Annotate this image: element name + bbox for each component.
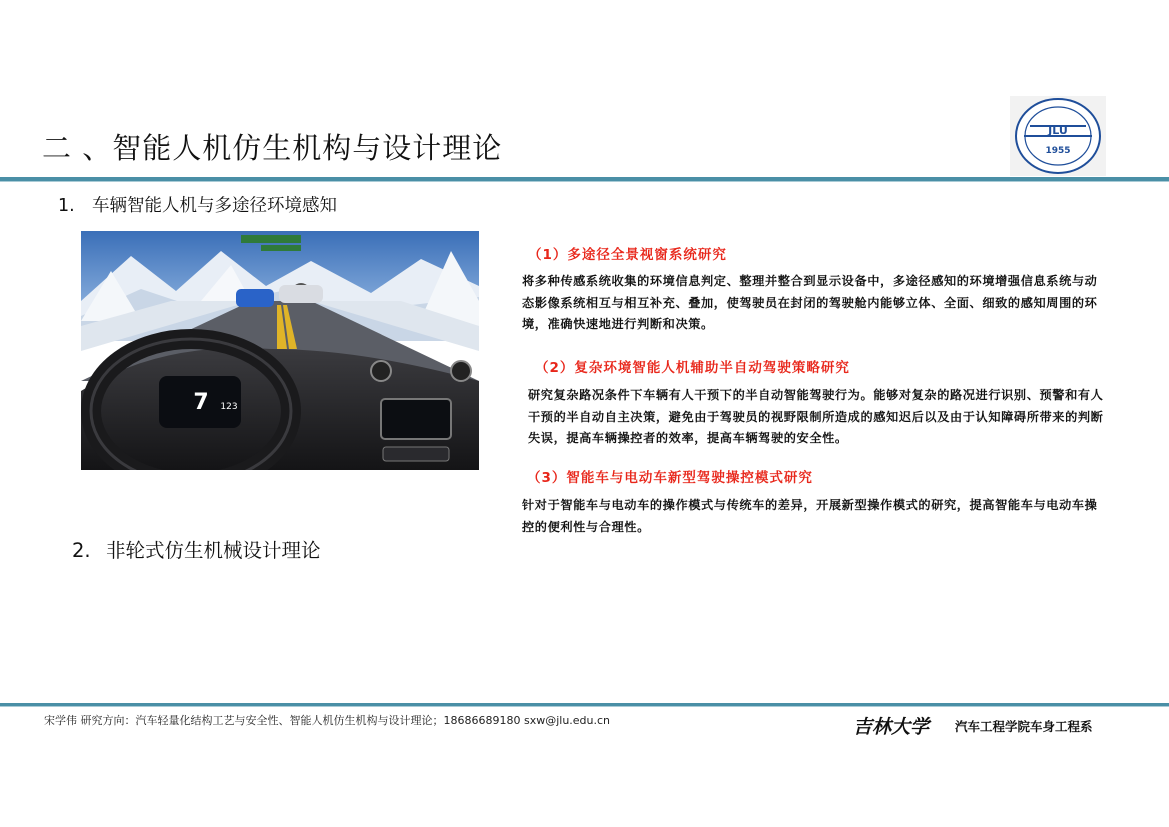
list-item-label: 车辆智能人机与多途径环境感知: [92, 196, 337, 216]
section-1-heading: （1）多途径全景视窗系统研究: [528, 247, 727, 263]
list-item-number: 2.: [72, 539, 91, 562]
university-calligraphy-logo: [838, 713, 944, 739]
footer-rule-thin: [0, 706, 1169, 707]
section-2-heading: （2）复杂环境智能人机辅助半自动驾驶策略研究: [535, 360, 850, 376]
university-logo: [1010, 96, 1106, 176]
logo-letters: JLU: [1048, 124, 1068, 137]
logo-year: 1955: [1045, 146, 1071, 156]
page-title: 二 、智能人机仿生机构与设计理论: [42, 131, 503, 165]
header-rule-thin: [0, 181, 1169, 182]
section-1-body: 将多种传感系统收集的环境信息判定、整理并整合到显示设备中，多途径感知的环境增强信息系统与动态影像系统相互与相互补充、叠加，使驾驶员在封闭的驾驶舱内能够立体、全面、细致的感知周围的环境，准确快速地进行判断和决策。: [522, 274, 1098, 331]
department-name: 汽车工程学院车身工程系: [955, 719, 1093, 734]
section-3-body: 针对于智能车与电动车的操作模式与传统车的差异，开展新型操作模式的研究，提高智能车与电动车操控的便利性与合理性。: [522, 498, 1098, 534]
section-2-body: 研究复杂路况条件下车辆有人干预下的半自动智能驾驶行为。能够对复杂的路况进行识别、预警和有人干预的半自动自主决策，避免由于驾驶员的视野限制所造成的感知迟后以及由于认知障碍所带来的判断失误，提高车辆操控者的效率，提高车辆驾驶的安全性。: [528, 388, 1104, 445]
university-name: 吉林大学: [852, 716, 930, 738]
list-item-1: [58, 192, 337, 217]
list-item-number: 1.: [58, 196, 75, 216]
list-item-2: [72, 535, 321, 563]
section-3-heading: （3）智能车与电动车新型驾驶操控模式研究: [527, 470, 813, 486]
rpm-readout: 123: [220, 402, 238, 412]
speed-readout: 7: [193, 390, 209, 415]
list-item-label: 非轮式仿生机械设计理论: [106, 539, 321, 562]
driving-simulator-photo: [81, 231, 479, 470]
footer-info: 宋学伟 研究方向：汽车轻量化结构工艺与安全性、智能人机仿生机构与设计理论；18686689180 sxw@jlu.edu.cn: [44, 714, 611, 727]
